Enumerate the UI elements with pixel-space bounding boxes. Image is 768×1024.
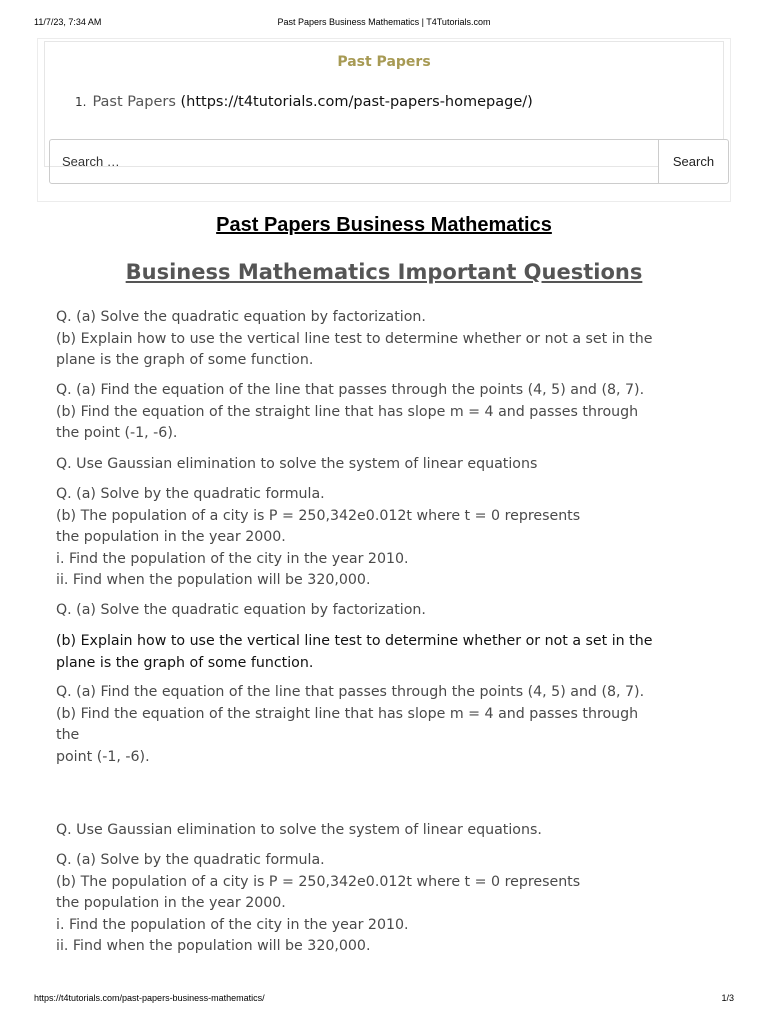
question-paragraph [56,380,716,445]
question-line: (b) The population of a city is P = 250,342e0.012t where t = 0 represents [56,507,581,524]
past-papers-link[interactable]: Past Papers [92,94,176,110]
widget-list [75,94,533,110]
question-line: (b) The population of a city is P = 250,342e0.012t where t = 0 represents [56,873,581,890]
question-line: the [56,727,80,743]
question-paragraph [56,631,716,674]
question-line: the population in the year 2000. [56,895,286,911]
question-paragraph [56,850,716,958]
print-header [0,17,768,31]
page-title: Past Papers Business Mathematics [216,214,552,236]
question-line: (b) Explain how to use the vertical line test to determine whether or not a set in the [56,330,653,347]
question-line: ii. Find when the population will be 320,000. [56,572,371,588]
question-paragraph [56,454,716,476]
question-line: ii. Find when the population will be 320,000. [56,938,371,954]
question-line: Q. (a) Solve the quadratic equation by factorization. [56,309,426,325]
list-item-number: 1. [75,95,87,109]
section-heading: Business Mathematics Important Questions [125,260,643,284]
print-footer [0,993,768,1007]
question-line: (b) Find the equation of the straight line that has slope m = 4 and passes through [56,705,639,722]
print-datetime: 11/7/23, 7:34 AM [34,17,102,27]
question-line: Q. Use Gaussian elimination to solve the system of linear equations. [56,822,542,838]
question-line: Q. (a) Find the equation of the line that passes through the points (4, 5) and (8, 7). [56,684,645,700]
print-page-number: 1/3 [721,993,734,1003]
search-input[interactable] [50,140,659,183]
question-line: plane is the graph of some function. [56,352,314,368]
search-form [49,139,729,184]
question-paragraph [56,600,716,622]
question-paragraph [56,307,716,372]
question-line: point (-1, -6). [56,748,150,765]
question-line: plane is the graph of some function. [56,654,314,671]
search-button[interactable]: Search [659,140,728,183]
question-paragraph [56,484,716,592]
print-url: https://t4tutorials.com/past-papers-business-mathematics/ [34,993,265,1003]
question-paragraph [56,682,716,768]
print-page-title: Past Papers Business Mathematics | T4Tutorials.com [277,17,491,27]
question-line: (b) Explain how to use the vertical line test to determine whether or not a set in the [56,633,653,649]
past-papers-url: (https://t4tutorials.com/past-papers-homepage/) [180,94,533,110]
question-line: Q. (a) Solve the quadratic equation by factorization. [56,602,426,618]
question-line: i. Find the population of the city in the year 2010. [56,916,409,933]
sidebar-widget [37,38,731,202]
question-line: Q. (a) Find the equation of the line that passes through the points (4, 5) and (8, 7). [56,382,645,398]
question-line: (b) Find the equation of the straight line that has slope m = 4 and passes through [56,403,639,420]
question-line: the population in the year 2000. [56,529,286,545]
question-line: Q. (a) Solve by the quadratic formula. [56,486,325,502]
question-line: Q. Use Gaussian elimination to solve the system of linear equations [56,456,538,472]
question-line: Q. (a) Solve by the quadratic formula. [56,852,325,868]
question-line: the point (-1, -6). [56,425,178,441]
question-line: i. Find the population of the city in the year 2010. [56,550,409,567]
question-paragraph [56,820,716,842]
widget-title: Past Papers [337,54,431,70]
